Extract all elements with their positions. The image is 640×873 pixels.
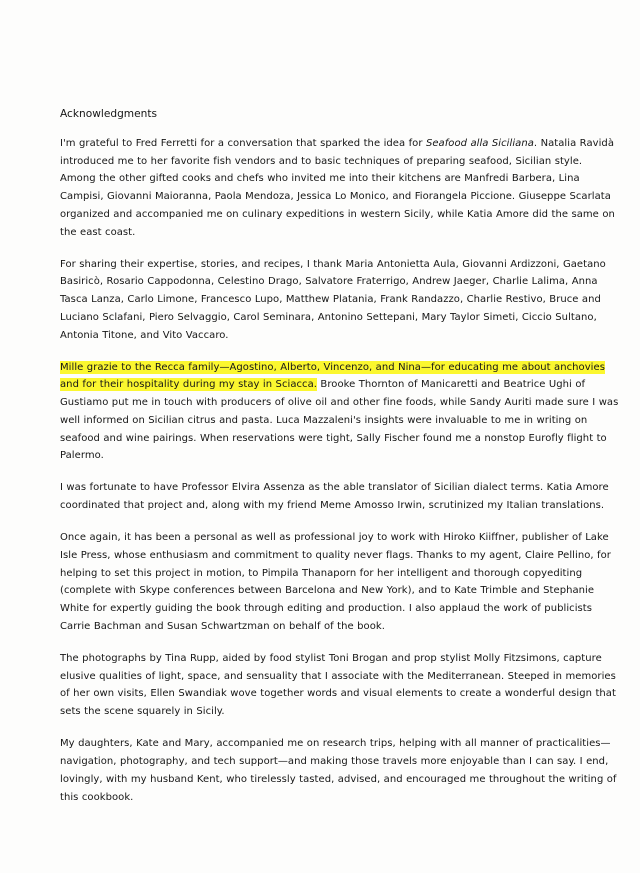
paragraph-3 [60,359,620,465]
paragraph-1 [60,135,620,241]
paragraph-4: I was fortunate to have Professor Elvira Assenza as the able translator of Sicilian dialect terms. Katia Amore coordinated that project and, along with my friend Meme Amosso Irwin, scrutinized my Italian translations. [60,482,609,512]
page-title: Acknowledgments [60,108,158,120]
paragraph-6: The photographs by Tina Rupp, aided by food stylist Toni Brogan and prop stylist Molly Fitzsimons, capture elusive qualities of light, space, and sensuality that I associate with the Mediterranean. Steeped in memories of her own visits, Ellen Swandiak wove together words and visual elements to create a wonderful design that sets the scene squarely in Sicily. [60,653,616,718]
paragraph-5: Once again, it has been a personal as well as professional joy to work with Hiroko Kiiffner, publisher of Lake Isle Press, whose enthusiasm and commitment to quality never flags. Thanks to my agent, Claire Pellino, for helping to set this project in motion, to Pimpila Thanaporn for her intelligent and thorough copyediting (complete with Skype conferences between Barcelona and New York), and to Kate Trimble and Stephanie White for expertly guiding the book through editing and production. I also applaud the work of publicists Carrie Bachman and Susan Schwartzman on behalf of the book. [60,532,611,632]
paragraph-2: For sharing their expertise, stories, and recipes, I thank Maria Antonietta Aula, Giovanni Ardizzoni, Gaetano Basiricò, Rosario Cappodonna, Celestino Drago, Salvatore Fraterrigo, Andrew Jaeger, Charlie Lalima, Anna Tasca Lanza, Carlo Limone, Francesco Lupo, Matthew Platania, Frank Randazzo, Charlie Restivo, Bruce and Luciano Sclafani, Piero Selvaggio, Carol Seminara, Antonino Settepani, Mary Taylor Simeti, Ciccio Sultano, Antonia Titone, and Vito Vaccaro. [60,258,606,341]
paragraph-3-text-end: Brooke Thornton of Manicaretti and Beatrice Ughi of Gustiamo put me in touch with producers of olive oil and other fine foods, while Sandy Auriti made sure I was well informed on Sicilian citrus and pasta. Luca Mazzaleni's insights were invaluable to me in writing on seafood and wine pairings. When reservations were tight, Sally Fischer found me a nonstop Eurofly flight to Palermo. [60,379,619,462]
book-title-italic: Seafood alla Siciliana [425,138,534,149]
paragraph-1-text-end: . Natalia Ravidà introduced me to her favorite fish vendors and to basic techniques of preparing seafood, Sicilian style. Among the other gifted cooks and chefs who invited me into their kitchens are Manfredi Barbera, Lina Campisi, Giovanni Maioranna, Paola Mendoza, Jessica Lo Monico, and Fiorangela Piccione. Giuseppe Scarlata organized and accompanied me on culinary expeditions in western Sicily, while Katia Amore did the same on the east coast. [60,138,615,238]
paragraph-1-text-start: I'm grateful to Fred Ferretti for a conversation that sparked the idea for [60,138,426,149]
highlighted-text: Mille grazie to the Recca family—Agostino, Alberto, Vincenzo, and Nina—for educating me about anchovies and for their hospitality during my stay in Sciacca. [60,361,605,391]
paragraph-7: My daughters, Kate and Mary, accompanied me on research trips, helping with all manner of practicalities—navigation, photography, and tech support—and making those travels more enjoyable than I can say. I end, lovingly, with my husband Kent, who tirelessly tasted, advised, and encouraged me throughout the writing of this cookbook. [60,738,617,803]
